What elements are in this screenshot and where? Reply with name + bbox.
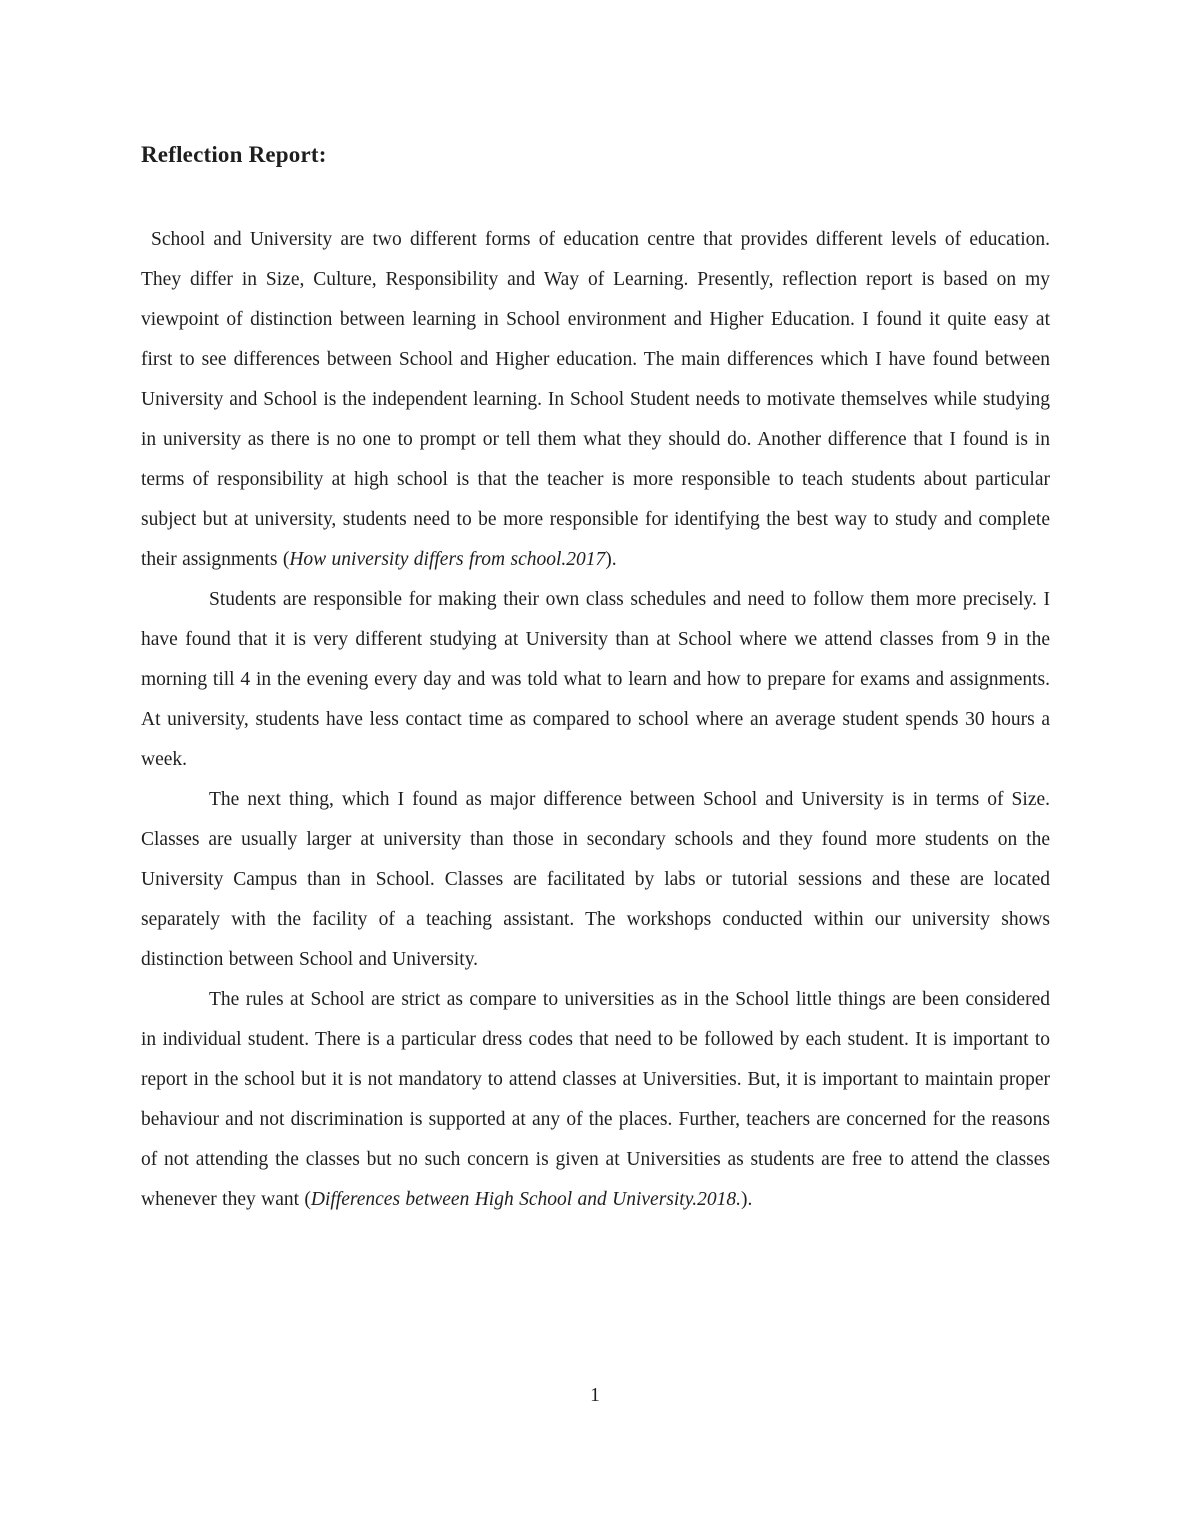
paragraph-3 — [141, 780, 1050, 980]
citation-2-italic: Differences between High School and University.2018. — [310, 1189, 742, 1210]
paragraph-2-text: Students are responsible for making their own class schedules and need to follow them more precisely. I have found that it is very different studying at University than at School where we attend classes from 9 in the morning till 4 in the evening every day and was told what to learn and how to prepare for exams and assignments. At university, students have less contact time as compared to school where an average student spends 30 hours a week. — [141, 589, 1050, 770]
paragraph-4 — [141, 980, 1050, 1220]
paragraph-2 — [141, 580, 1050, 780]
paragraph-3-text: The next thing, which I found as major difference between School and University is in terms of Size. Classes are usually larger at university than those in secondary schools and they found more students on the University Campus than in School. Classes are facilitated by labs or tutorial sessions and these are located separately with the facility of a teaching assistant. The workshops conducted within our university shows distinction between School and University. — [141, 789, 1050, 970]
paragraph-1-text: School and University are two different forms of education centre that provides different levels of education. They differ in Size, Culture, Responsibility and Way of Learning. Presently, reflection report is based on my viewpoint of distinction between learning in School environment and Higher Education. I found it quite easy at first to see differences between School and Higher education. The main differences which I have found between University and School is the independent learning. In School Student needs to motivate themselves while studying in university as there is no one to prompt or tell them what they should do. Another difference that I found is in terms of responsibility at high school is that the teacher is more responsible to teach students about particular subject but at university, students need to be more responsible for identifying the best way to study and complete their assignments ( — [141, 229, 1050, 570]
paragraph-1 — [141, 220, 1050, 580]
page-number: 1 — [590, 1385, 600, 1406]
document-title: Reflection Report: — [141, 142, 327, 167]
citation-1-italic: How university differs from school.2017 — [289, 549, 606, 570]
paragraph-1-close: ). — [605, 549, 617, 570]
paragraph-4-close: ). — [741, 1189, 753, 1210]
paragraph-4-text: The rules at School are strict as compare to universities as in the School little things are been considered in individual student. There is a particular dress codes that need to be followed by each student. It is important to report in the school but it is not mandatory to attend classes at Universities. But, it is important to maintain proper behaviour and not discrimination is supported at any of the places. Further, teachers are concerned for the reasons of not attending the classes but no such concern is given at Universities as students are free to attend the classes whenever they want ( — [141, 989, 1050, 1210]
document-content — [141, 140, 1050, 1220]
